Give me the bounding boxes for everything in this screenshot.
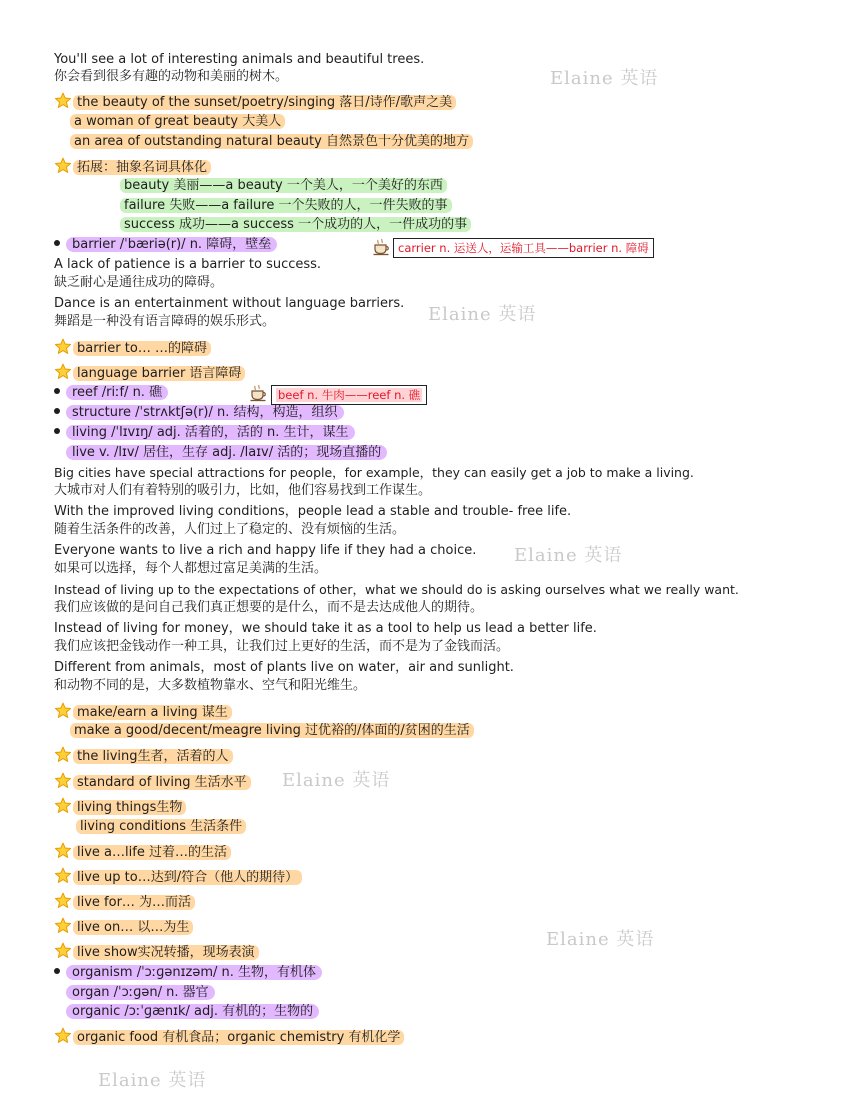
example-translation: 和动物不同的是，大多数植物靠水、空气和阳光维生。 — [54, 678, 367, 693]
star-icon — [54, 702, 72, 719]
phrase-entry — [54, 942, 259, 960]
example-sentence: You'll see a lot of interesting animals and beautiful trees. — [54, 52, 425, 67]
vocab-text: reef /riːf/ n. 礁 — [66, 385, 168, 400]
phrase-text: barrier to… …的障碍 — [73, 341, 211, 356]
phrase-text: live a…life 过着…的生活 — [73, 845, 231, 860]
phrase-text: live show实况转播，现场表演 — [73, 945, 259, 960]
memory-note — [393, 238, 654, 258]
vocab-entry — [54, 404, 344, 422]
phrase-entry — [70, 133, 473, 151]
star-icon — [54, 772, 72, 789]
phrase-entry — [54, 867, 302, 885]
memory-note — [271, 385, 427, 405]
note-text: beef n. 牛肉——reef n. 礁 — [278, 388, 421, 402]
phrase-text: organic food 有机食品；organic chemistry 有机化学 — [73, 1030, 404, 1045]
phrase-text: a woman of great beauty 大美人 — [70, 114, 285, 129]
bullet-icon — [54, 408, 60, 414]
watermark: Elaine 英语 — [98, 1070, 207, 1091]
vocab-text: organism /ˈɔːɡənɪzəm/ n. 生物，有机体 — [66, 965, 322, 980]
example-sentence: Instead of living for money，we should take it as a tool to help us lead a better life. — [54, 621, 597, 636]
example-sentence: Dance is an entertainment without language barriers. — [54, 296, 405, 311]
extension-item — [120, 216, 471, 234]
phrase-entry — [54, 363, 245, 381]
watermark: Elaine 英语 — [514, 545, 623, 566]
star-icon — [54, 92, 72, 109]
vocab-text: structure /ˈstrʌktʃə(r)/ n. 结构，构造，组织 — [66, 405, 344, 420]
phrase-text: 拓展：抽象名词具体化 — [73, 160, 211, 175]
vocab-text: living /ˈlɪvɪŋ/ adj. 活着的，活的 n. 生计，谋生 — [66, 425, 355, 440]
vocab-text: barrier /ˈbæriə(r)/ n. 障碍，壁垒 — [66, 237, 277, 252]
watermark: Elaine 英语 — [550, 68, 659, 89]
phrase-entry — [54, 702, 232, 720]
vocab-text: organ /ˈɔːɡən/ n. 器官 — [66, 985, 215, 1000]
phrase-entry — [76, 818, 246, 836]
star-icon — [54, 157, 72, 174]
phrase-text: the beauty of the sunset/poetry/singing 落日/诗作/歌声之美 — [73, 95, 456, 110]
coffee-cup-icon — [249, 384, 269, 402]
phrase-text: failure 失败——a failure 一个失败的人，一件失败的事 — [120, 198, 452, 213]
vocab-text: organic /ɔːˈɡænɪk/ adj. 有机的；生物的 — [66, 1004, 319, 1019]
note-text: carrier n. 运送人，运输工具——barrier n. 障碍 — [398, 241, 649, 255]
phrase-text: beauty 美丽——a beauty 一个美人，一个美好的东西 — [120, 178, 447, 193]
phrase-text: standard of living 生活水平 — [73, 775, 251, 790]
watermark: Elaine 英语 — [428, 304, 537, 325]
example-translation: 大城市对人们有着特别的吸引力，比如，他们容易找到工作谋生。 — [54, 483, 432, 498]
star-icon — [54, 942, 72, 959]
extension-item — [120, 177, 447, 195]
example-sentence: Big cities have special attractions for people，for example，they can easily get a job to make a living. — [54, 465, 694, 480]
phrase-entry — [54, 92, 456, 110]
example-translation: 我们应该做的是问自己我们真正想要的是什么，而不是去达成他人的期待。 — [54, 600, 484, 615]
vocab-entry — [54, 964, 322, 982]
star-icon — [54, 338, 72, 355]
phrase-entry — [54, 917, 193, 935]
phrase-text: an area of outstanding natural beauty 自然景色十分优美的地方 — [70, 134, 473, 149]
watermark: Elaine 英语 — [546, 929, 655, 950]
phrase-text: live for… 为…而活 — [73, 895, 195, 910]
vocab-entry — [54, 236, 277, 254]
vocab-entry — [66, 1003, 319, 1021]
phrase-text: live on… 以…为生 — [73, 920, 193, 935]
phrase-text: living conditions 生活条件 — [76, 819, 246, 834]
phrase-text: live up to…达到/符合（他人的期待） — [73, 870, 302, 885]
phrase-entry — [54, 1027, 404, 1045]
watermark: Elaine 英语 — [282, 770, 391, 791]
phrase-text: success 成功——a success 一个成功的人，一件成功的事 — [120, 217, 471, 232]
bullet-icon — [54, 968, 60, 974]
phrase-text: living things生物 — [73, 800, 186, 815]
phrase-text: make/earn a living 谋生 — [73, 705, 232, 720]
example-translation: 缺乏耐心是通往成功的障碍。 — [54, 275, 224, 290]
bullet-icon — [54, 428, 60, 434]
star-icon — [54, 1027, 72, 1044]
phrase-entry — [54, 842, 231, 860]
phrase-entry — [54, 338, 211, 356]
example-sentence: With the improved living conditions，people lead a stable and trouble- free life. — [54, 504, 572, 519]
phrase-entry — [54, 892, 195, 910]
bullet-icon — [54, 388, 60, 394]
example-translation: 如果可以选择，每个人都想过富足美满的生活。 — [54, 561, 328, 576]
star-icon — [54, 363, 72, 380]
example-sentence: Different from animals，most of plants live on water，air and sunlight. — [54, 660, 514, 675]
example-translation: 随着生活条件的改善，人们过上了稳定的、没有烦恼的生活。 — [54, 522, 406, 537]
vocab-entry — [54, 384, 168, 402]
star-icon — [54, 842, 72, 859]
phrase-entry — [70, 722, 474, 740]
phrase-text: the living生者，活着的人 — [73, 749, 233, 764]
example-translation: 舞蹈是一种没有语言障碍的娱乐形式。 — [54, 314, 276, 329]
extension-item — [120, 197, 452, 215]
vocab-entry — [66, 984, 215, 1002]
example-sentence: Instead of living up to the expectations of other，what we should do is asking ourselves what we really want. — [54, 582, 739, 597]
phrase-entry — [70, 113, 285, 131]
star-icon — [54, 892, 72, 909]
phrase-entry — [54, 772, 251, 790]
star-icon — [54, 746, 72, 763]
bullet-icon — [54, 240, 60, 246]
phrase-entry — [54, 797, 186, 815]
example-translation: 你会看到很多有趣的动物和美丽的树木。 — [54, 69, 289, 84]
phrase-text: language barrier 语言障碍 — [73, 366, 245, 381]
star-icon — [54, 867, 72, 884]
example-sentence: Everyone wants to live a rich and happy life if they had a choice. — [54, 543, 477, 558]
phrase-entry — [54, 746, 233, 764]
vocab-entry — [66, 444, 387, 462]
star-icon — [54, 797, 72, 814]
example-translation: 我们应该把金钱动作一种工具，让我们过上更好的生活，而不是为了金钱而活。 — [54, 639, 510, 654]
coffee-cup-icon — [372, 238, 392, 256]
example-sentence: A lack of patience is a barrier to success. — [54, 257, 322, 272]
vocab-text: live v. /lɪv/ 居住，生存 adj. /laɪv/ 活的；现场直播的 — [66, 445, 387, 460]
extension-heading — [54, 157, 211, 175]
vocab-entry — [54, 424, 355, 442]
star-icon — [54, 917, 72, 934]
phrase-text: make a good/decent/meagre living 过优裕的/体面的/贫困的生活 — [70, 723, 474, 738]
